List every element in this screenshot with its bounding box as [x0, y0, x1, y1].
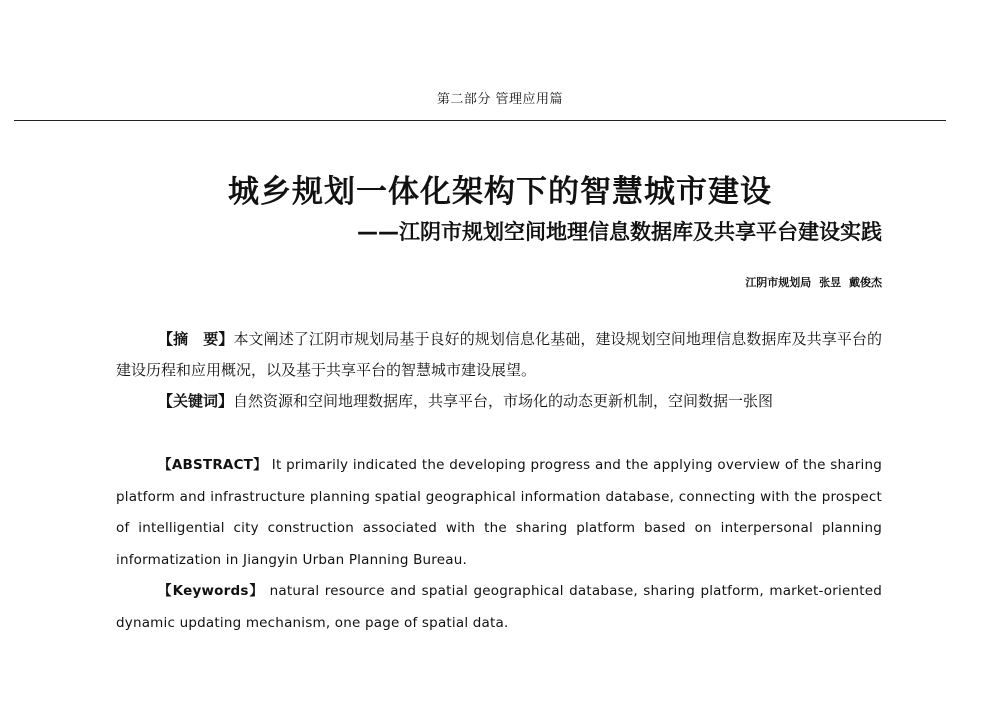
- abstract-zh-text: 本文阐述了江阴市规划局基于良好的规划信息化基础，建设规划空间地理信息数据库及共享平台的建设历程和应用概况，以及基于共享平台的智慧城市建设展望。: [116, 330, 882, 379]
- affiliation: 江阴市规划局: [745, 276, 812, 289]
- keywords-zh-text: 自然资源和空间地理数据库，共享平台，市场化的动态更新机制，空间数据一张图: [233, 392, 774, 410]
- abstract-zh-label: 【摘 要】: [158, 330, 234, 348]
- header-rule: [14, 120, 946, 121]
- keywords-en-text: natural resource and spatial geographical database, sharing platform, market-oriented dynamic updating mechanism, one page of spatial data.: [116, 583, 882, 631]
- abstract-en-label: 【ABSTRACT】: [158, 457, 268, 473]
- keywords-zh: [116, 386, 882, 417]
- abstract-en-text: It primarily indicated the developing progress and the applying overview of the sharing platform and infrastructure planning spatial geographical information database, connecting with the prospect of intelligential city construction associated with the sharing platform based on interpersonal planning informatization in Jiangyin Urban Planning Bureau.: [116, 457, 882, 568]
- chinese-abstract-section: [116, 324, 882, 417]
- running-head: 第二部分 管理应用篇: [436, 92, 564, 107]
- article-subtitle: ——江阴市规划空间地理信息数据库及共享平台建设实践: [357, 220, 882, 244]
- abstract-en: [116, 450, 882, 576]
- keywords-en: [116, 576, 882, 639]
- abstract-zh: [116, 324, 882, 386]
- keywords-en-label: 【Keywords】: [158, 583, 265, 599]
- author-line: [745, 274, 882, 290]
- keywords-zh-label: 【关键词】: [158, 392, 234, 410]
- author-name: 戴俊杰: [849, 276, 882, 289]
- author-name: 张昱: [819, 276, 842, 289]
- english-abstract-section: [116, 450, 882, 639]
- article-title: 城乡规划一体化架构下的智慧城市建设: [228, 174, 772, 210]
